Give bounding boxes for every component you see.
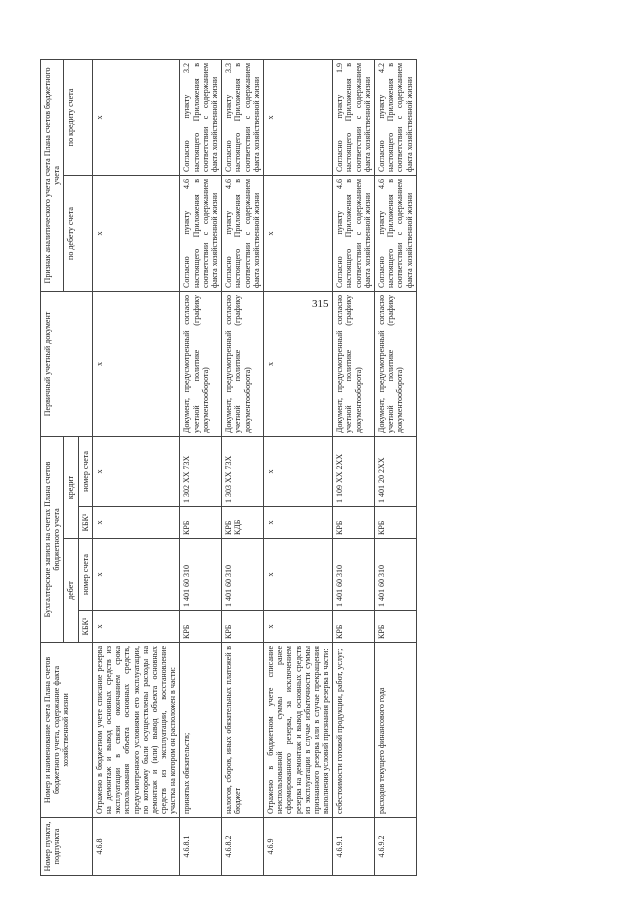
cell-credit-acc: 1 109 ХХ 2ХХ [333,436,375,506]
cell-credit-kbk: х [263,507,332,539]
cell-num: 4.6.8.1 [180,818,222,876]
header-by-debit: по дебету счета [64,175,92,291]
header-name: Номер и наименование счета Плана счетов бюджетного учета, содержание факта хозяйственной жизни [41,643,93,818]
cell-credit-acc: х [263,436,332,506]
cell-credit-kbk: КРБ [180,507,222,539]
cell-debit-acc: 1 401 60 310 [375,539,417,611]
cell-analytic-credit: х [263,59,332,175]
cell-name: Отражено в бюджетном учете списание неиспользованной суммы ранее сформированного резерва, за исключением резерва на демонтаж и вывод основных средств из эксплуатации в случае избыточности суммы признанного резерва или в случае прекращения выполнения условий признания резерва в части: [263,643,332,818]
cell-debit-kbk: х [92,611,180,643]
cell-num: 4.6.9.1 [333,818,375,876]
cell-analytic-debit: х [263,175,332,291]
cell-doc: х [92,291,180,436]
header-credit-acc: номер счета [78,436,92,506]
table-row [180,59,222,875]
cell-credit-acc: 1 303 ХХ 73Х [222,436,264,506]
cell-doc: Документ, предусмотренный согласно учетной политике (графику документооборота) [375,291,417,436]
cell-analytic-debit: Согласно пункту 4.6 настоящего Приложения в соответствии с содержанием факта хозяйственной жизни [375,175,417,291]
cell-credit-kbk: х [92,507,180,539]
cell-name: расходов текущего финансового года [375,643,417,818]
table-row [375,59,417,875]
table-row [222,59,264,875]
header-analytic: Признак аналитического учета счета Плана счетов бюджетного учета [41,59,64,291]
cell-doc: Документ, предусмотренный согласно учетной политике (графику документооборота) [180,291,222,436]
cell-name: налогов, сборов, иных обязательных платежей в бюджет [222,643,264,818]
cell-debit-acc: 1 401 60 310 [180,539,222,611]
cell-num: 4.6.9.2 [375,818,417,876]
table-row [92,59,180,875]
cell-debit-kbk: х [263,611,332,643]
cell-analytic-credit: Согласно пункту 3.2 настоящего Приложения в соответствии с содержанием факта хозяйственной жизни [180,59,222,175]
table-row [333,59,375,875]
cell-analytic-credit: Согласно пункту 1.9 настоящего Приложения в соответствии с содержанием факта хозяйственной жизни [333,59,375,175]
cell-num: 4.6.8.2 [222,818,264,876]
cell-name: Отражено в бюджетном учете списание резерва на демонтаж и вывод основных средств из эксплуатации в связи окончанием срока использования объекта основных средств, предусмотренного условиями его эксплуатации, по которому были осуществлены расходы на демонтаж и (или) вывод объекта основных средств из эксплуатации, восстановление участка на котором он расположен в части: [92,643,180,818]
cell-credit-kbk: КРБ КДБ [222,507,264,539]
accounting-entries-table [40,59,417,876]
cell-credit-kbk: КРБ [333,507,375,539]
cell-analytic-credit: х [92,59,180,175]
cell-analytic-debit: Согласно пункту 4.6 настоящего Приложения в соответствии с содержанием факта хозяйственной жизни [180,175,222,291]
cell-num: 4.6.9 [263,818,332,876]
header-debit-kbk: КБК¹ [78,611,92,643]
cell-credit-kbk: КРБ [375,507,417,539]
page-number: 315 [312,298,329,310]
cell-name: принятых обязательств; [180,643,222,818]
rotated-table-region [40,60,560,876]
cell-credit-acc: 1 302 ХХ 73Х [180,436,222,506]
header-doc: Первичный учетный документ [41,291,93,436]
cell-doc: х [263,291,332,436]
header-row-1 [41,59,64,875]
cell-analytic-debit: Согласно пункту 4.6 настоящего Приложения в соответствии с содержанием факта хозяйственной жизни [222,175,264,291]
cell-name: себестоимости готовой продукции, работ, услуг; [333,643,375,818]
table-row [263,59,332,875]
header-num: Номер пункта, подпункта [41,818,93,876]
header-debit-acc: номер счета [78,539,92,611]
cell-debit-acc: 1 401 60 310 [333,539,375,611]
header-by-credit: по кредиту счета [64,59,92,175]
cell-debit-acc: 1 401 60 310 [222,539,264,611]
cell-debit-kbk: КРБ [375,611,417,643]
header-credit-kbk: КБК¹ [78,507,92,539]
cell-credit-acc: 1 401 20 2ХХ [375,436,417,506]
cell-debit-kbk: КРБ [180,611,222,643]
cell-debit-acc: х [263,539,332,611]
cell-analytic-credit: Согласно пункту 4.2 настоящего Приложения в соответствии с содержанием факта хозяйственной жизни [375,59,417,175]
header-entries: Бухгалтерские записи на счетах Плана счетов бюджетного учета [41,436,64,642]
header-debit: дебет [64,539,78,643]
cell-num: 4.6.8 [92,818,180,876]
cell-doc: Документ, предусмотренный согласно учетной политике (графику документооборота) [222,291,264,436]
cell-analytic-debit: х [92,175,180,291]
cell-doc: Документ, предусмотренный согласно учетной политике (графику документооборота) [333,291,375,436]
cell-credit-acc: х [92,436,180,506]
header-credit: кредит [64,436,78,538]
cell-debit-acc: х [92,539,180,611]
cell-debit-kbk: КРБ [333,611,375,643]
cell-analytic-debit: Согласно пункту 4.6 настоящего Приложения в соответствии с содержанием факта хозяйственной жизни [333,175,375,291]
cell-analytic-credit: Согласно пункту 3.3 настоящего Приложения в соответствии с содержанием факта хозяйственной жизни [222,59,264,175]
cell-debit-kbk: КРБ [222,611,264,643]
